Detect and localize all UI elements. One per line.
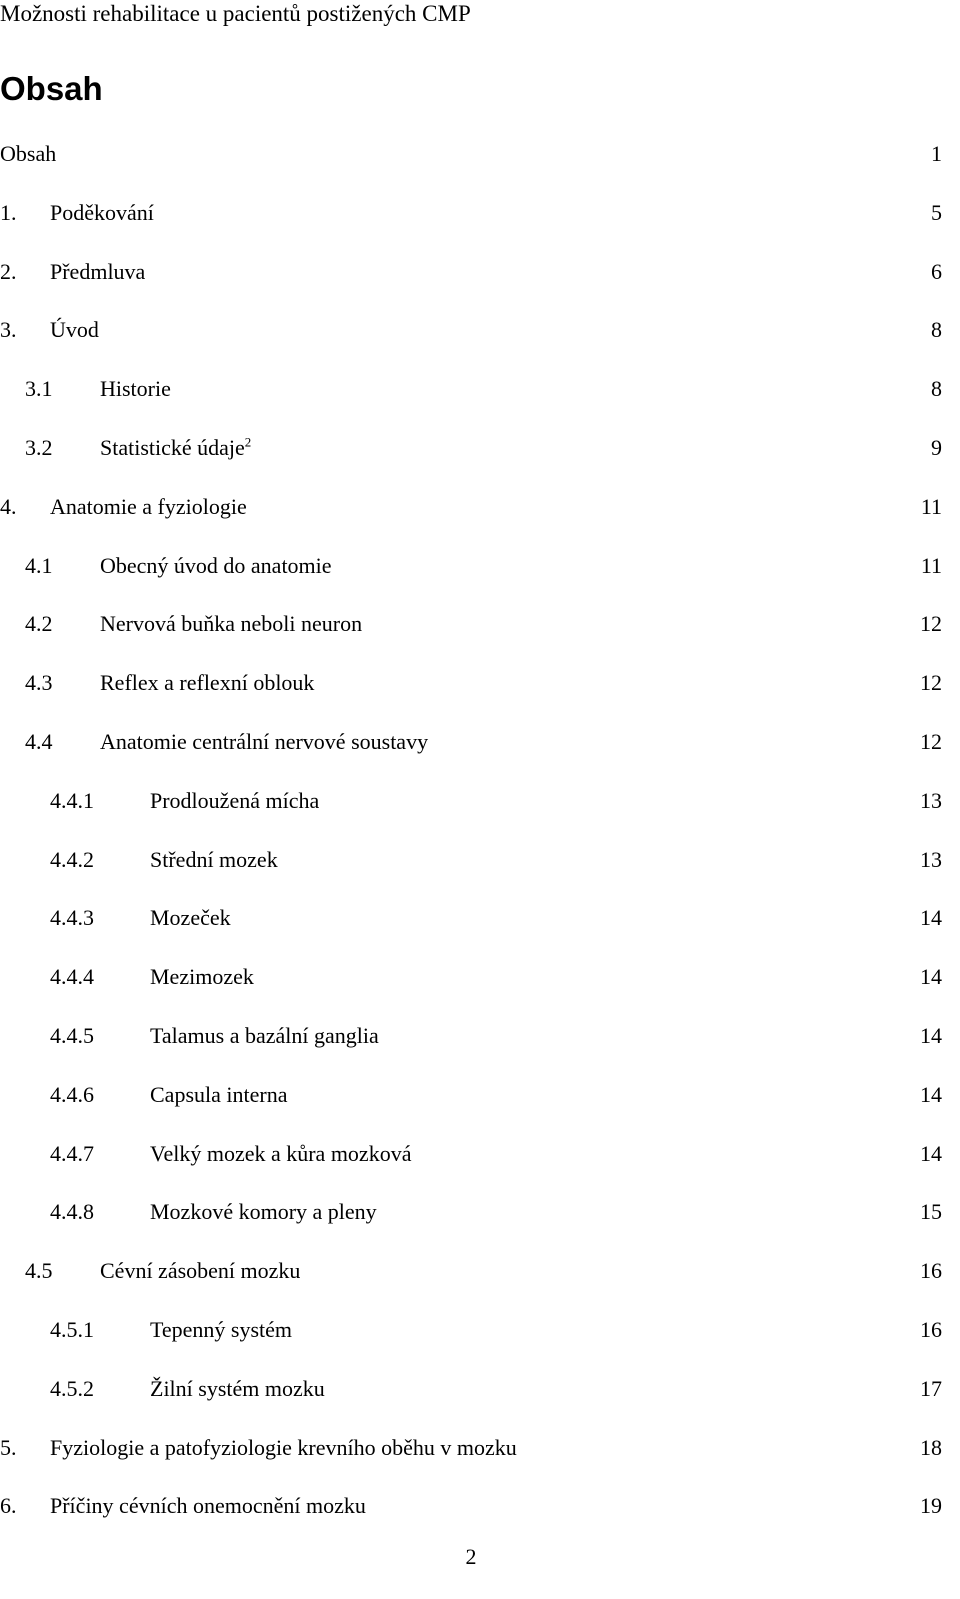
toc-entry-page: 17	[920, 1375, 942, 1401]
toc-entry[interactable]	[0, 1424, 942, 1483]
toc-entry-number: 4.5.1	[50, 1316, 94, 1342]
toc-entry-number: 4.5	[25, 1258, 53, 1284]
toc-entry[interactable]	[0, 600, 942, 659]
toc-entry-page: 11	[920, 552, 942, 578]
toc-entry-title: Úvod	[50, 317, 99, 343]
toc-entry-page: 18	[920, 1434, 942, 1460]
toc-entry-page: 19	[920, 1493, 942, 1519]
toc-entry-page: 14	[920, 964, 942, 990]
toc-entry[interactable]	[0, 894, 942, 953]
page-number: 2	[465, 1544, 477, 1569]
toc-entry-title: Mezimozek	[150, 964, 254, 990]
table-of-contents	[0, 130, 942, 1541]
toc-entry[interactable]	[0, 836, 942, 895]
toc-entry-title: Příčiny cévních onemocnění mozku	[50, 1493, 366, 1519]
toc-entry[interactable]	[0, 306, 942, 365]
toc-entry-page: 11	[920, 493, 942, 519]
toc-entry-page: 13	[920, 787, 942, 813]
toc-entry[interactable]	[0, 777, 942, 836]
toc-entry-number: 6.	[0, 1493, 17, 1519]
toc-entry-number: 4.4.8	[50, 1199, 94, 1225]
toc-entry-title: Historie	[100, 376, 171, 402]
toc-entry-title: Nervová buňka neboli neuron	[100, 611, 363, 637]
toc-entry-number: 4.	[0, 493, 17, 519]
toc-entry-title: Mozkové komory a pleny	[150, 1199, 377, 1225]
toc-entry-page: 9	[931, 434, 942, 460]
toc-entry-page: 8	[931, 317, 942, 343]
toc-entry-title: Capsula interna	[150, 1081, 288, 1107]
toc-entry-title: Tepenný systém	[150, 1316, 293, 1342]
toc-entry-page: 1	[931, 141, 942, 166]
toc-entry-title: Reflex a reflexní oblouk	[100, 670, 315, 696]
toc-entry[interactable]	[0, 1188, 942, 1247]
toc-entry-title: Žilní systém mozku	[150, 1375, 325, 1401]
toc-entry[interactable]	[0, 1130, 942, 1189]
toc-entry-title: Předmluva	[50, 258, 146, 284]
toc-heading: Obsah	[0, 70, 103, 107]
toc-entry[interactable]	[0, 189, 942, 248]
toc-entry[interactable]	[0, 483, 942, 542]
toc-entry-title: Obsah	[0, 141, 57, 166]
toc-entry-number: 4.4	[25, 728, 53, 754]
toc-entry-number: 3.2	[25, 434, 53, 460]
toc-entry[interactable]	[0, 1365, 942, 1424]
toc-entry-number: 4.4.4	[50, 964, 94, 990]
toc-entry[interactable]	[0, 718, 942, 777]
toc-entry-title-text: Statistické údaje	[100, 434, 245, 460]
toc-entry-title: Mozeček	[150, 905, 231, 931]
toc-entry-number: 3.	[0, 317, 17, 343]
toc-entry[interactable]	[0, 248, 942, 307]
toc-entry-title: Anatomie centrální nervové soustavy	[100, 728, 429, 754]
toc-entry-number: 4.4.2	[50, 846, 94, 872]
toc-entry[interactable]	[0, 424, 942, 483]
toc-entry-page: 16	[920, 1316, 942, 1342]
toc-entry[interactable]	[0, 1012, 942, 1071]
toc-entry-page: 12	[920, 728, 942, 754]
toc-entry[interactable]	[0, 1482, 942, 1541]
toc-entry-page: 6	[931, 258, 942, 284]
toc-entry-page: 12	[920, 670, 942, 696]
toc-entry-number: 4.1	[25, 552, 53, 578]
toc-entry-page: 5	[931, 199, 942, 225]
toc-entry-number: 4.3	[25, 670, 53, 696]
toc-entry-page: 13	[920, 846, 942, 872]
toc-entry-title: Poděkování	[50, 199, 154, 225]
toc-entry-title: Talamus a bazální ganglia	[150, 1022, 379, 1048]
toc-entry[interactable]	[0, 953, 942, 1012]
toc-entry-number: 1.	[0, 199, 17, 225]
toc-entry-page: 14	[920, 1140, 942, 1166]
toc-entry-title: Fyziologie a patofyziologie krevního oběhu v mozku	[50, 1434, 517, 1460]
toc-entry-number: 4.4.1	[50, 787, 94, 813]
toc-entry-number: 3.1	[25, 376, 53, 402]
toc-entry[interactable]	[0, 365, 942, 424]
toc-entry-page: 16	[920, 1258, 942, 1284]
toc-entry-page: 14	[920, 905, 942, 931]
toc-entry[interactable]	[0, 130, 942, 189]
toc-entry-number: 4.2	[25, 611, 53, 637]
toc-entry-title-with-footnote	[100, 424, 251, 472]
toc-entry-title: Obecný úvod do anatomie	[100, 552, 332, 578]
toc-entry-title: Velký mozek a kůra mozková	[150, 1140, 412, 1166]
toc-entry-page: 12	[920, 611, 942, 637]
toc-entry[interactable]	[0, 1071, 942, 1130]
toc-entry-number: 2.	[0, 258, 17, 284]
toc-entry-number: 4.4.7	[50, 1140, 94, 1166]
toc-entry[interactable]	[0, 659, 942, 718]
toc-entry[interactable]	[0, 1306, 942, 1365]
toc-entry-title: Prodloužená mícha	[150, 787, 320, 813]
toc-entry-title: Střední mozek	[150, 846, 278, 872]
toc-entry-number: 4.4.3	[50, 905, 94, 931]
toc-entry-page: 8	[931, 376, 942, 402]
toc-entry-page: 14	[920, 1022, 942, 1048]
toc-entry-page: 15	[920, 1199, 942, 1225]
toc-entry-number: 5.	[0, 1434, 17, 1460]
toc-entry-title: Cévní zásobení mozku	[100, 1258, 301, 1284]
toc-entry[interactable]	[0, 542, 942, 601]
toc-entry-title: Anatomie a fyziologie	[50, 493, 247, 519]
footnote-reference[interactable]: 2	[244, 434, 252, 450]
running-header: Možnosti rehabilitace u pacientů postižených CMP	[0, 1, 471, 26]
toc-entry-number: 4.5.2	[50, 1375, 94, 1401]
toc-entry-page: 14	[920, 1081, 942, 1107]
toc-entry-number: 4.4.6	[50, 1081, 94, 1107]
toc-entry[interactable]	[0, 1247, 942, 1306]
toc-entry-number: 4.4.5	[50, 1022, 94, 1048]
